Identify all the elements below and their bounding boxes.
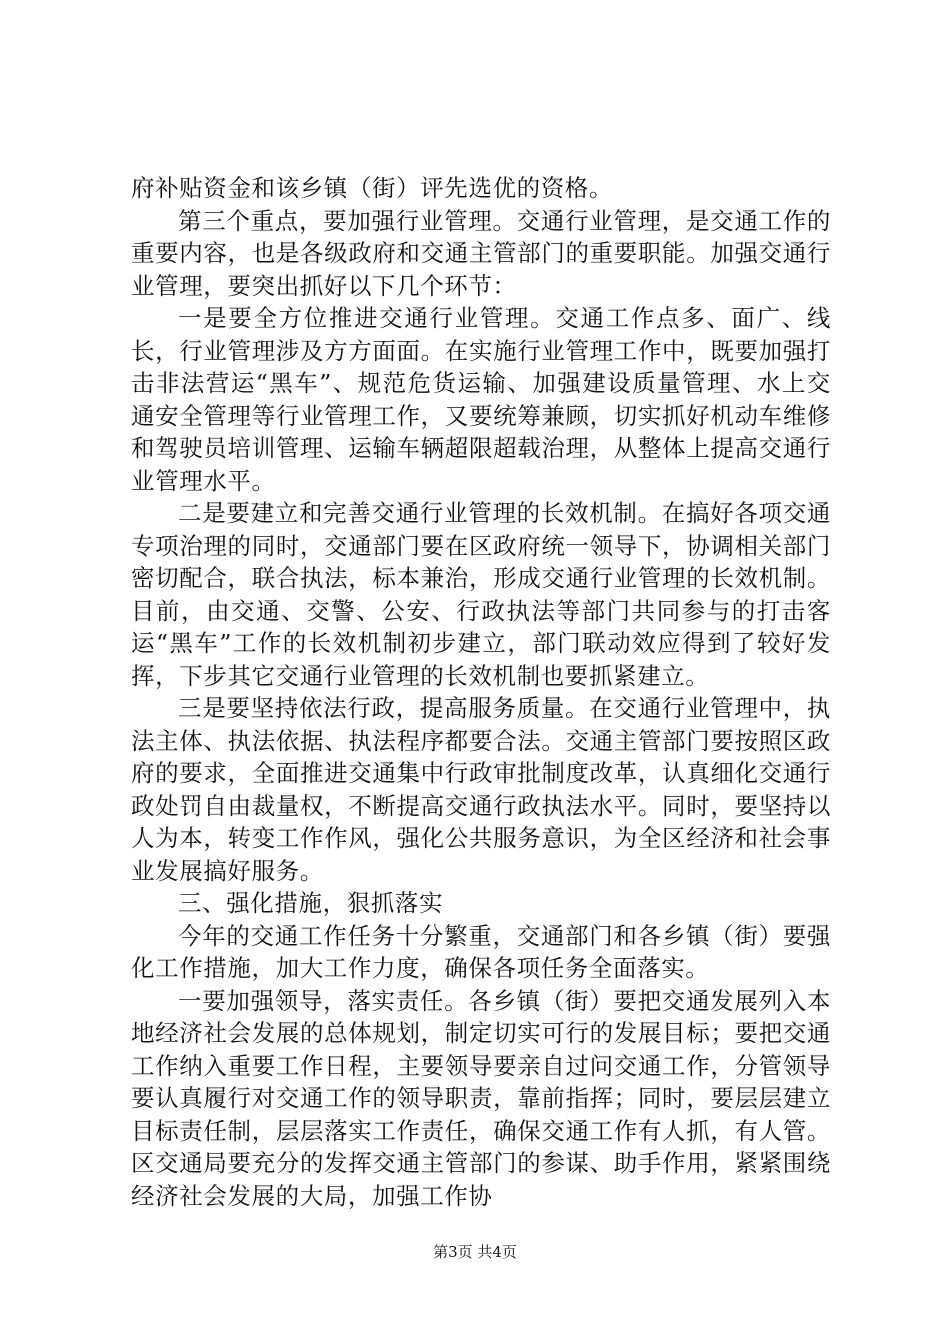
paragraph-1: 府补贴资金和该乡镇（街）评先选优的资格。 xyxy=(131,174,613,202)
document-body xyxy=(131,172,831,1212)
page-footer xyxy=(0,1242,950,1262)
paragraph-6: 今年的交通工作任务十分繁重，交通部门和各乡镇（街）要强化工作措施，加大工作力度，确保各项任务全面落实。 xyxy=(131,921,831,982)
paragraph-5: 三是要坚持依法行政，提高服务质量。在交通行业管理中，执法主体、执法依据、执法程序都要合法。交通主管部门要按照区政府的要求，全面推进交通集中行政审批制度改革，认真细化交通行政处罚自由裁量权，不断提高交通行政执法水平。同时，要坚持以人为本，转变工作作风，强化公共服务意识，为全区经济和社会事业发展搞好服务。 xyxy=(131,694,831,885)
paragraph-7: 一要加强领导，落实责任。各乡镇（街）要把交通发展列入本地经济社会发展的总体规划，制定切实可行的发展目标；要把交通工作纳入重要工作日程，主要领导要亲自过问交通工作，分管领导要认真履行对交通工作的领导职责，靠前指挥；同时，要层层建立目标责任制，层层落实工作责任，确保交通工作有人抓，有人管。区交通局要充分的发挥交通主管部门的参谋、助手作用，紧紧围绕经济社会发展的大局，加强工作协 xyxy=(131,986,831,1210)
paragraph-2: 第三个重点，要加强行业管理。交通行业管理，是交通工作的重要内容，也是各级政府和交通主管部门的重要职能。加强交通行业管理，要突出抓好以下几个环节： xyxy=(131,206,831,300)
page-number-label: 第3页 共4页 xyxy=(433,1243,517,1261)
section-heading-3: 三、强化措施，狠抓落实 xyxy=(178,889,444,917)
paragraph-4: 二是要建立和完善交通行业管理的长效机制。在搞好各项交通专项治理的同时，交通部门要在区政府统一领导下，协调相关部门密切配合，联合执法，标本兼治，形成交通行业管理的长效机制。目前，由交通、交警、公安、行政执法等部门共同参与的打击客运“黑车”工作的长效机制初步建立，部门联动效应得到了较好发挥，下步其它交通行业管理的长效机制也要抓紧建立。 xyxy=(131,499,831,690)
paragraph-3: 一是要全方位推进交通行业管理。交通工作点多、面广、线长，行业管理涉及方方面面。在实施行业管理工作中，既要加强打击非法营运“黑车”、规范危货运输、加强建设质量管理、水上交通安全管理等行业管理工作，又要统筹兼顾，切实抓好机动车维修和驾驶员培训管理、运输车辆超限超载治理，从整体上提高交通行业管理水平。 xyxy=(131,304,831,495)
